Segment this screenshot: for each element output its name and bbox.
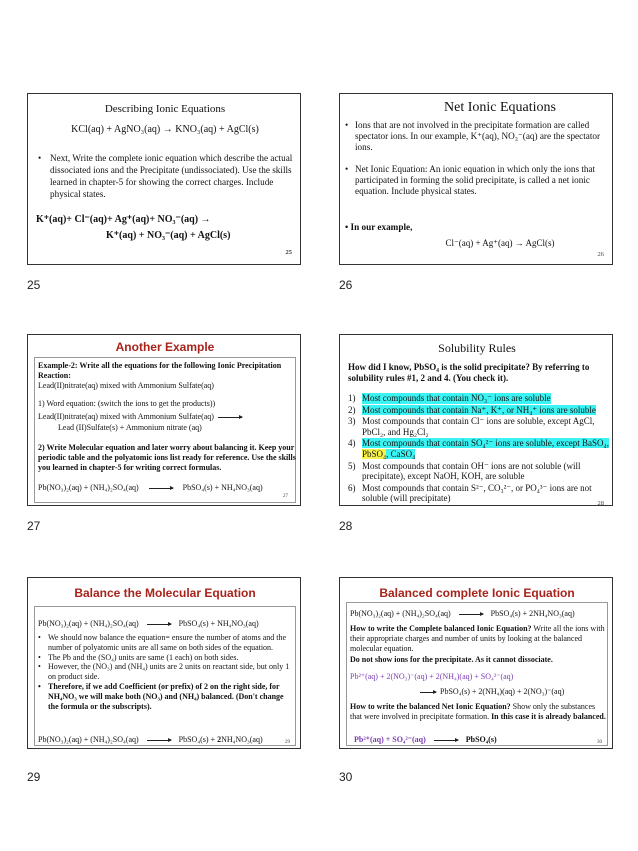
word-eq-heading-text: 1) Word equation: (switch the ions to get the products)) [38,399,216,408]
molecular-eq [38,618,259,629]
question-2-bold: How to write the balanced Net Ionic Equation? [350,702,511,711]
arrow-icon [147,624,171,625]
arrow-icon [459,614,483,615]
bullet-list [38,633,294,711]
slide-27 [27,334,301,506]
rules-list [348,393,610,504]
slide-label-25: 25 [27,278,41,292]
rule-text [362,438,610,459]
eq-right: PbSO₄(s) + NH₄NO₃(aq) [178,619,259,628]
rule-4 [348,438,610,459]
bullet-text: • Next, Write the complete ionic equation which describe the actual dissociated ions and the Precipitate (undissociated). Use the skills learned in chapter-5 for showing the correct charges. Include physical states. [38,153,293,199]
page-number: 30 [597,740,602,745]
arrow-icon [218,417,242,418]
rule-number: 1) [348,393,356,403]
bullet-4: • Therefore, if we add Coefficient (or prefix) of 2 on the right side, for NH₄NO₃ we will make both (NO₃) and (NH₄) balanced. (Don't change the formula or the subscripts). [38,681,284,711]
rule-text: Most compounds that contain Cl⁻ ions are soluble, except AgCl, PbCl₂, and Hg₂Cl₂ [362,416,595,437]
bullet-2: • The Pb and the (SO₄) units are same (1 each) on both sides. [38,652,239,662]
rule-text: Most compounds that contain NO₃⁻ ions are soluble [362,393,551,403]
slide-28 [339,334,613,506]
page-number: 29 [285,740,290,745]
page-number: 27 [283,494,288,499]
slide-title: Net Ionic Equations [444,100,556,115]
bullet-content: In our example, [350,222,413,232]
word-eq-heading [38,399,215,409]
question-1-bold: How to write the Complete balanced Ionic Equation? [350,624,532,633]
ionic-right-text: PbSO₄(s) + 2(NH₄)(aq) + 2(NO₃)⁻(aq) [440,687,565,696]
rule-number: 2) [348,404,356,415]
question-2-rest: Show only the substances that were involved in precipitate formation. [350,702,596,721]
bal-right-a: PbSO₄(s) + [178,735,218,744]
slide-25 [27,93,301,265]
bal-right-c: NH₄NO₃(aq) [221,735,263,744]
reaction: Lead(II)nitrate(aq) mixed with Ammonium Sulfate(aq) [38,381,214,390]
bullet-content: Next, Write the complete ionic equation which describe the actual dissociated ions and the Precipitate (undissociated). Use the skills learned in chapter-5 for showing the correct charges. Include physical states. [50,153,293,199]
rule-number: 3) [348,416,356,427]
slide-title: Solubility Rules [438,341,516,355]
bullet-content: Ions that are not involved in the precipitate formation are called spectator ions. In our example, K⁺(aq), NO₃⁻(aq) are the spectator ions. [355,120,601,152]
slide-26 [339,93,613,265]
mol-right: PbSO₄(s) + NH₄NO₃(aq) [182,483,263,492]
slide-30 [339,577,613,749]
rule-text: Most compounds that contain OH⁻ ions are not soluble (will precipitate), except NaOH, KOH, are soluble [362,460,581,482]
slide-title: Balanced complete Ionic Equation [379,586,575,600]
arrow-icon [434,740,458,741]
slide-label-28: 28 [339,519,353,533]
net-equation: Cl⁻(aq) + Ag⁺(aq) → AgCl(s) [445,238,555,248]
bullet-1: • We should now balance the equation= ensure the number of atoms and the number of polyatomic units are all same on both sides of the equation. [38,633,287,652]
question [348,362,610,384]
slide-29 [27,577,301,749]
ionic-line-1: K⁺(aq)+ Cl⁻(aq)+ Ag⁺(aq)+ NO₃⁻(aq) → [36,214,211,225]
rule-text: Most compounds that contain S²⁻, CO₃²⁻, or PO₄³⁻ ions are not soluble (will precipitate) [362,482,592,504]
intro: Example-2: Write all the equations for the following Ionic Precipitation Reaction: [38,361,282,380]
arrow-icon [147,740,171,741]
net-ionic-eq [354,734,497,745]
page-number: 25 [285,249,292,256]
ionic-line-2: K⁺(aq) + NO₃⁻(aq) + AgCl(s) [106,230,231,241]
bullet-content: Net Ionic Equation: An ionic equation in which only the ions that participated in forming the solid precipitate, is called a net ionic equation. Include physical states. [355,164,596,196]
bullet-text: We should now balance the equation= ensure the number of atoms and the number of polyatomic units are all same on both sides of the equation. [48,633,287,652]
net-right: PbSO₄(s) [465,735,497,744]
question-2-end: In this case it is already balanced. [491,712,606,721]
word-eq-left [38,412,244,422]
eq-right: PbSO₄(s) + 2NH₄NO₃(aq) [490,609,575,618]
eq-left: Pb(NO₃)₂(aq) + (NH₄)₂SO₄(aq) [38,619,139,628]
bullet-3: • However, the (NO₃) and (NH₄) units are 2 units on reactant side, but only 1 on product side. [38,662,290,682]
question-2 [350,702,606,722]
word-eq-left-text: Lead(II)nitrate(aq) mixed with Ammonium Sulfate(aq) [38,412,214,421]
page-number: 26 [597,251,604,258]
slide-label-30: 30 [339,770,353,784]
bullet-text: However, the (NO₃) and (NH₄) units are 2 units on reactant side, but only 1 on product side. [48,662,290,682]
coefficient: 2 [217,735,222,744]
ionic-right [418,686,564,697]
step-2: 2) Write Molecular equation and later worry about balancing it. Keep your periodic table and the polyatomic ions list ready for reference. Use the skills you learned in chapter-5 for writing correct formulas. [38,443,296,472]
ionic-left: Pb²⁺(aq) + 2(NO₃)⁻(aq) + 2(NH₄)(aq) + SO₄²⁻(aq) [350,672,514,681]
arrow-icon [149,488,173,489]
rule-3 [348,416,610,437]
rule-2 [348,405,610,416]
bullet-2: • Net Ionic Equation: An ionic equation in which only the ions that participated in forming the solid precipitate, is called a net ionic equation. Include physical states. [345,164,609,197]
eq-left: Pb(NO₃)₂(aq) + (NH₄)₂SO₄(aq) [350,609,451,618]
mol-left: Pb(NO₃)₂(aq) + (NH₄)₂SO₄(aq) [38,483,139,492]
bullet-1: • Ions that are not involved in the precipitate formation are called spectator ions. In our example, K⁺(aq), NO₃⁻(aq) are the spectator ions. [345,120,609,153]
question-1 [350,624,606,654]
rule-text-a: Most compounds that contain SO₄²⁻ ions are soluble, except BaSO₄, [362,438,609,449]
question-text: How did I know, PbSO₄ is the solid precipitate? By referring to solubility rules #1, 2 and 4. (You check it). [348,362,590,383]
bullet-3: • In our example, [345,222,413,232]
slide-title: Another Example [115,340,215,354]
rule-6 [348,483,610,504]
rule-number: 5) [348,460,356,471]
equation: KCl(aq) + AgNO₃(aq) → KNO₃(aq) + AgCl(s) [71,124,259,135]
slide-label-27: 27 [27,519,41,533]
precipitate-highlight: PbSO₄ [362,448,387,459]
arrow-icon [420,692,436,693]
slide-title: Balance the Molecular Equation [74,586,256,600]
rule-text-c: , CaSO₄ [386,448,416,459]
rule-1 [348,393,610,404]
bullet-text: The Pb and the (SO₄) units are same (1 each) on both sides. [48,652,239,662]
balanced-eq [38,734,263,745]
net-left: Pb²⁺(aq) + SO₄²⁻(aq) [354,735,426,744]
molecular-eq [38,483,263,493]
question-1-rest: Write all the ions with their appropriate charges and number of units by looking at the balanced molecular equation. [350,624,605,653]
slide-label-26: 26 [339,278,353,292]
rule-text: Most compounds that contain Na⁺, K⁺, or NH₄⁺ ions are soluble [362,404,596,415]
slide-label-29: 29 [27,770,41,784]
bal-left: Pb(NO₃)₂(aq) + (NH₄)₂SO₄(aq) [38,735,139,744]
rule-5 [348,461,610,482]
word-eq-right: Lead (II)Sulfate(s) + Ammonium nitrate (aq) [58,423,202,432]
bullet-text: Therefore, if we add Coefficient (or prefix) of 2 on the right side, for NH₄NO₃ we will make both (NO₃) and (NH₄) balanced. (Don't change the formula or the subscripts). [48,681,284,711]
rule-number: 4) [348,438,356,449]
page-number: 28 [597,500,604,506]
molecular-eq [350,608,575,619]
note: Do not show ions for the precipitate. As it cannot dissociate. [350,655,553,664]
slide-title: Describing Ionic Equations [104,103,226,115]
rule-number: 6) [348,482,356,493]
